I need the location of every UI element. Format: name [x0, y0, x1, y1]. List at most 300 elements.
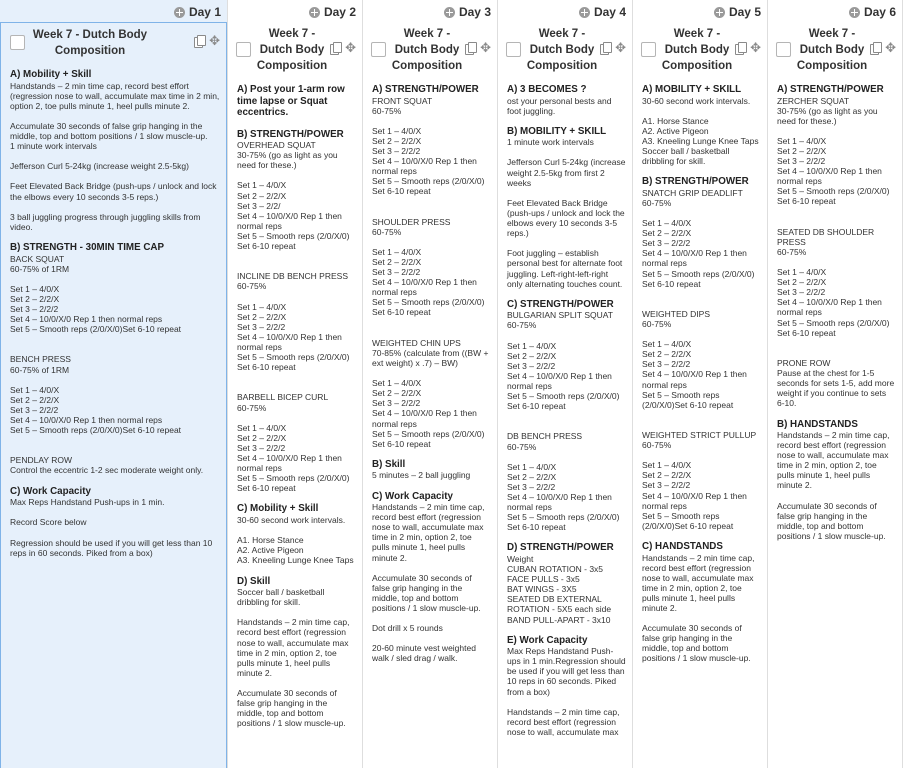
description-line: CUBAN ROTATION - 3x5: [507, 564, 604, 575]
description-line: 60-75% of 1RM: [10, 364, 70, 375]
description-line: [777, 257, 896, 267]
description-line: [237, 678, 356, 688]
description-line: [642, 289, 761, 299]
description-line: Handstands – 2 min time cap, record best effort (regression nose to wall, accumulate max time in 2 min, option 2, toe pulls minute 1, heel pulls minute 2.: [777, 430, 892, 491]
description-line: 60-75% of 1RM: [10, 263, 70, 274]
description-line: [237, 119, 356, 129]
copy-icon[interactable]: [735, 42, 746, 54]
description-line: 60-75%: [642, 197, 672, 208]
section-heading: E) Work Capacity: [507, 634, 588, 646]
description-line: Set 3 – 2/2/2: [10, 303, 59, 314]
copy-icon[interactable]: [465, 42, 476, 54]
description-line: Set 4 – 10/0/X/0 Rep 1 then normal reps: [507, 491, 615, 513]
description-line: PRONE ROW: [777, 357, 831, 368]
section-heading: A) MOBILITY + SKILL: [642, 84, 742, 95]
complete-checkbox[interactable]: [506, 42, 521, 57]
section-heading: A) Post your 1-arm row time lapse or Squat eccentrics.: [237, 84, 348, 118]
description-line: Set 1 – 4/0/X: [10, 384, 60, 395]
description-line: [507, 147, 626, 157]
description-line: A2. Active Pigeon: [237, 545, 304, 556]
description-line: Set 1 – 4/0/X: [372, 125, 422, 136]
description-line: Set 5 – Smooth reps (2/0/X/0): [777, 317, 890, 328]
workout-description: [10, 69, 220, 558]
add-workout-icon[interactable]: [174, 7, 185, 18]
description-line: Set 4 – 10/0/X/0 Rep 1 then normal reps: [237, 210, 345, 231]
description-line: [507, 188, 626, 198]
description-line: Accumulate 30 seconds of false grip hanging in the middle, top and bottom positions / 1 slow muscle-up.: [372, 572, 481, 613]
description-line: Set 5 – Smooth reps (2/0/X/0) Set 6-10 repeat: [372, 428, 487, 449]
description-line: Max Reps Handstand Push-ups in 1 min.: [10, 497, 165, 508]
description-line: SNATCH GRIP DEADLIFT: [642, 187, 743, 198]
description-line: Set 3 – 2/2/2: [507, 360, 556, 371]
description-line: Set 2 – 2/2/X: [372, 257, 422, 267]
description-line: [237, 170, 356, 180]
description-line: Set 6-10 repeat: [777, 196, 836, 207]
card-tools: [465, 42, 491, 54]
complete-checkbox[interactable]: [776, 42, 791, 57]
description-line: [507, 697, 626, 707]
card-tools: [870, 42, 896, 54]
description-line: [237, 251, 356, 261]
workout-description: [237, 84, 356, 728]
section-heading: C) HANDSTANDS: [642, 541, 723, 553]
description-line: INCLINE DB BENCH PRESS: [237, 271, 348, 282]
day-header: [174, 4, 221, 20]
description-line: Accumulate 30 seconds of false grip hanging in the middle, top and bottom positions / 1 slow muscle-up.: [642, 623, 751, 664]
day-column: [498, 0, 633, 768]
day-label: Day 1: [188, 5, 221, 19]
description-line: PENDLAY ROW: [10, 455, 73, 466]
description-line: Set 4 – 10/0/X/0 Rep 1 then normal reps: [507, 370, 615, 391]
description-line: Set 5 – Smooth reps (2/0/X/0) Set 6-10 repeat: [372, 176, 487, 197]
section-heading: A) STRENGTH/POWER: [777, 84, 884, 95]
description-line: 3 ball juggling progress through juggling skills from video.: [10, 211, 203, 232]
complete-checkbox[interactable]: [10, 35, 25, 50]
description-line: 60-75%: [507, 320, 537, 331]
description-line: Accumulate 30 seconds of false grip hanging in the middle, top and bottom positions / 1 slow muscle-up.: [777, 500, 886, 541]
workout-title[interactable]: Week 7 - Dutch Body Composition: [32, 29, 148, 57]
description-line: Handstands – 2 min time cap, record best effort (regression nose to wall, accumulate max time in 2 min, option 2, toe pulls minute 1, heel pulls minute 2.: [10, 80, 222, 111]
move-icon[interactable]: ✥: [885, 40, 896, 55]
description-line: Set 5 – Smooth reps (2/0/X/0) Set 6-10 repeat: [237, 473, 352, 494]
description-line: Accumulate 30 seconds of false grip hanging in the middle, top and bottom positions / 1 slow muscle-up.: [237, 687, 346, 729]
description-line: [507, 421, 626, 431]
day-label: Day 2: [323, 5, 356, 19]
description-line: [507, 330, 626, 340]
description-line: WEIGHTED DIPS: [642, 308, 711, 319]
description-line: SHOULDER PRESS: [372, 216, 451, 227]
description-line: [237, 261, 356, 271]
description-line: Set 5 – Smooth reps (2/0/X/0)Set 6-10 repeat: [642, 389, 734, 410]
day-column: [228, 0, 363, 768]
description-line: Set 1 – 4/0/X: [372, 378, 422, 389]
description-line: Set 5 – Smooth reps (2/0/X/0) Set 6-10 repeat: [237, 230, 352, 252]
description-line: [237, 372, 356, 382]
copy-icon[interactable]: [194, 35, 205, 47]
description-line: Set 5 – Smooth reps (2/0/X/0) Set 6-10 repeat: [237, 352, 352, 373]
add-workout-icon[interactable]: [579, 7, 590, 18]
description-line: [10, 527, 220, 537]
copy-icon[interactable]: [870, 42, 881, 54]
day-column: [768, 0, 903, 768]
description-line: Set 1 – 4/0/X: [642, 339, 692, 350]
day-column: [633, 0, 768, 768]
description-line: [777, 408, 896, 418]
description-line: [237, 292, 356, 302]
description-line: [10, 151, 220, 161]
description-line: 60-75%: [372, 105, 402, 116]
section-heading: C) Work Capacity: [372, 490, 453, 502]
description-line: 30-75% (go as light as you need for these.): [237, 150, 341, 171]
description-line: Set 1 – 4/0/X: [777, 267, 827, 278]
description-line: [642, 329, 761, 339]
description-line: 60-75%: [237, 281, 267, 292]
description-line: [10, 232, 220, 242]
description-line: Set 4 – 10/0/X/0 Rep 1 then normal reps: [642, 490, 750, 511]
description-line: Set 1 – 4/0/X: [237, 301, 287, 312]
description-line: Set 4 – 10/0/X/0 Rep 1 then normal reps: [372, 408, 480, 429]
card-tools: [330, 42, 356, 54]
workout-description: [372, 84, 491, 664]
day-label: Day 3: [458, 5, 491, 19]
description-line: Set 5 – Smooth reps (2/0/X/0): [777, 186, 890, 197]
description-line: Feet Elevated Back Bridge (push-ups / unlock and lock the elbows every 10 seconds 3-5 reps.): [10, 181, 219, 202]
description-line: Foot juggling – establish personal best for alternate foot juggling. Left-right-left-right only alternating touches count.: [507, 248, 625, 289]
workout-card[interactable]: [363, 22, 497, 768]
workout-card[interactable]: [0, 22, 227, 768]
section-heading: C) Work Capacity: [10, 485, 91, 497]
workout-description: [777, 84, 896, 541]
workout-card[interactable]: [768, 22, 902, 768]
description-line: 60-75%: [237, 402, 267, 413]
description-line: Soccer ball / basketball dribbling for skill.: [237, 587, 327, 608]
description-line: [642, 106, 761, 116]
description-line: BARBELL BICEP CURL: [237, 392, 329, 403]
description-line: [372, 368, 491, 378]
section-heading: C) STRENGTH/POWER: [507, 298, 614, 310]
description-line: [10, 274, 220, 284]
description-line: Set 4 – 10/0/X/0 Rep 1 then normal reps: [372, 277, 480, 298]
description-line: [237, 525, 356, 535]
description-line: DB BENCH PRESS: [507, 431, 583, 442]
description-line: 20-60 minute vest weighted walk / sled drag / walk.: [372, 643, 479, 664]
section-heading: B) HANDSTANDS: [777, 418, 858, 430]
description-line: A1. Horse Stance: [642, 115, 709, 126]
description-line: SEATED DB EXTERNAL ROTATION - 5X5 each side: [507, 594, 612, 615]
move-icon[interactable]: ✥: [615, 40, 626, 55]
description-line: Set 3 – 2/2/2: [372, 398, 421, 409]
description-line: [642, 531, 761, 541]
description-line: Set 3 – 2/2/2: [237, 321, 286, 332]
day-column: [0, 0, 228, 768]
section-heading: D) Skill: [237, 575, 271, 587]
description-line: [10, 375, 220, 385]
workout-card[interactable]: [498, 22, 632, 768]
description-line: Set 1 – 4/0/X: [642, 218, 692, 229]
description-line: Set 2 – 2/2/X: [777, 277, 827, 288]
description-line: Feet Elevated Back Bridge (push-ups / unlock and lock the elbows every 10 seconds 3-5 reps.): [507, 197, 628, 239]
description-line: WEIGHTED CHIN UPS: [372, 337, 461, 348]
section-heading: B) MOBILITY + SKILL: [507, 125, 607, 137]
workout-card[interactable]: [633, 22, 767, 768]
complete-checkbox[interactable]: [236, 42, 251, 57]
description-line: 60-75%: [372, 226, 402, 237]
description-line: Control the eccentric 1-2 sec moderate weight only.: [10, 465, 204, 476]
workout-description: [642, 84, 761, 664]
workout-title[interactable]: Week 7 - Dutch Body Composition: [661, 28, 733, 72]
description-line: [237, 382, 356, 392]
description-line: [237, 565, 356, 575]
description-line: [372, 449, 491, 459]
description-line: [507, 289, 626, 299]
description-line: Jefferson Curl 5-24kg (increase weight 2.5-5kg): [10, 161, 189, 172]
description-line: 60-75%: [777, 246, 807, 257]
description-line: Set 1 – 4/0/X: [10, 283, 60, 294]
description-line: Set 3 – 2/2/2: [372, 267, 421, 278]
complete-checkbox[interactable]: [371, 42, 386, 57]
description-line: Set 2 – 2/2/X: [237, 432, 287, 443]
description-line: BAT WINGS - 3X5: [507, 584, 577, 595]
description-line: 30-60 second work intervals.: [237, 514, 346, 525]
description-line: Dot drill x 5 rounds: [372, 623, 443, 634]
description-line: [372, 207, 491, 217]
description-line: [642, 299, 761, 309]
description-line: Record Score below: [10, 517, 87, 528]
description-line: Handstands – 2 min time cap, record best effort (regression nose to wall, accumulate max: [507, 706, 622, 737]
description-line: FRONT SQUAT: [372, 95, 433, 106]
description-line: [642, 208, 761, 218]
card-tools: [194, 35, 220, 47]
description-line: FACE PULLS - 3x5: [507, 574, 580, 585]
description-line: ost your personal bests and foot juggling.: [507, 95, 614, 116]
section-heading: A) STRENGTH/POWER: [372, 84, 479, 95]
description-line: A2. Active Pigeon: [642, 125, 709, 136]
description-line: 60-75%: [642, 440, 672, 451]
description-line: [372, 480, 491, 490]
description-line: [777, 491, 896, 501]
workout-card[interactable]: [228, 22, 362, 768]
move-icon[interactable]: ✥: [209, 33, 220, 48]
description-line: [372, 116, 491, 126]
description-line: [10, 435, 220, 445]
day-label: Day 6: [863, 5, 896, 19]
description-line: [372, 237, 491, 247]
description-line: Set 2 – 2/2/X: [372, 135, 422, 146]
description-line: Set 3 – 2/2/2: [507, 481, 556, 492]
description-line: Set 2 – 2/2/X: [642, 470, 692, 481]
description-line: [642, 410, 761, 420]
complete-checkbox[interactable]: [641, 42, 656, 57]
day-column: [363, 0, 498, 768]
description-line: [642, 420, 761, 430]
description-line: Set 5 – Smooth reps (2/0/X/0) Set 6-10 repeat: [642, 268, 757, 289]
description-line: Set 4 – 10/0/X/0 Rep 1 then normal reps: [10, 314, 163, 325]
description-line: Set 5 – Smooth reps (2/0/X/0) Set 6-10 repeat: [507, 391, 622, 412]
move-icon[interactable]: ✥: [480, 40, 491, 55]
workout-description: [507, 84, 626, 737]
day-label: Day 4: [593, 5, 626, 19]
description-line: Set 3 – 2/2/2: [642, 238, 691, 249]
description-line: [10, 202, 220, 212]
add-workout-icon[interactable]: [309, 7, 320, 18]
description-line: [507, 238, 626, 248]
description-line: [642, 613, 761, 623]
description-line: [777, 207, 896, 217]
description-line: [507, 625, 626, 635]
description-line: Soccer ball / basketball dribbling for skill.: [642, 145, 732, 167]
description-line: Set 5 – Smooth reps (2/0/X/0) Set 6-10 repeat: [372, 297, 487, 318]
description-line: Set 1 – 4/0/X: [237, 180, 287, 191]
description-line: [372, 196, 491, 206]
description-line: Weight: [507, 553, 534, 564]
description-line: Set 3 – 2/2/2: [372, 145, 421, 156]
description-line: Handstands – 2 min time cap, record best effort (regression nose to wall, accumulate max time in 2 min, option 2, toe pulls minute 1, heel pulls minute 2.: [237, 617, 352, 678]
section-heading: C) Mobility + Skill: [237, 503, 319, 515]
copy-icon[interactable]: [330, 42, 341, 54]
description-line: [10, 111, 220, 121]
description-line: Set 4 – 10/0/X/0 Rep 1 then normal reps: [372, 156, 480, 177]
description-line: Set 2 – 2/2/X: [10, 293, 60, 304]
description-line: Set 5 – Smooth reps (2/0/X/0)Set 6-10 repeat: [642, 510, 734, 531]
day-header: [579, 4, 626, 20]
description-line: 30-75% (go as light as you need for these.): [777, 105, 881, 126]
section-heading: A) 3 BECOMES ?: [507, 84, 587, 95]
description-line: Set 2 – 2/2/X: [507, 350, 557, 361]
description-line: A3. Kneeling Lunge Knee Taps: [642, 135, 759, 146]
description-line: [10, 507, 220, 517]
day-header: [714, 4, 761, 20]
card-tools: [600, 42, 626, 54]
description-line: [10, 171, 220, 181]
description-line: Set 3 – 2/2/: [237, 200, 281, 211]
add-workout-icon[interactable]: [714, 7, 725, 18]
description-line: Set 2 – 2/2/X: [642, 349, 692, 360]
description-line: Set 5 – Smooth reps (2/0/X/0)Set 6-10 repeat: [10, 425, 182, 436]
description-line: Set 4 – 10/0/X/0 Rep 1 then normal reps: [642, 369, 750, 390]
description-line: Set 4 – 10/0/X/0 Rep 1 then normal reps: [642, 248, 750, 269]
description-line: Regression should be used if you will get less than 10 reps in 60 seconds. Piked from a box): [10, 537, 215, 558]
description-line: 5 minutes – 2 ball juggling: [372, 470, 471, 481]
description-line: 60-75%: [507, 441, 537, 452]
section-heading: D) STRENGTH/POWER: [507, 542, 614, 554]
section-heading: B) STRENGTH/POWER: [642, 176, 749, 188]
description-line: [10, 344, 220, 354]
description-line: Set 1 – 4/0/X: [507, 340, 557, 351]
description-line: WEIGHTED STRICT PULLUP: [642, 430, 757, 440]
workout-title[interactable]: Week 7 - Dutch Body Composition: [526, 28, 598, 72]
description-line: [372, 328, 491, 338]
section-heading: B) STRENGTH - 30MIN TIME CAP: [10, 242, 165, 253]
description-line: Set 6-10 repeat: [777, 327, 836, 338]
description-line: [642, 166, 761, 176]
description-line: Set 5 – Smooth reps (2/0/X/0)Set 6-10 repeat: [10, 324, 182, 335]
description-line: Set 1 – 4/0/X: [642, 460, 692, 471]
section-heading: A) Mobility + Skill: [10, 69, 92, 80]
description-line: 30-60 second work intervals.: [642, 95, 751, 106]
description-line: Set 2 – 2/2/X: [237, 190, 287, 201]
description-line: Set 5 – Smooth reps (2/0/X/0) Set 6-10 repeat: [507, 512, 622, 533]
description-line: Set 4 – 10/0/X/0 Rep 1 then normal reps: [777, 297, 885, 318]
description-line: [642, 450, 761, 460]
workout-title[interactable]: Week 7 - Dutch Body Composition: [391, 28, 463, 72]
day-header: [444, 4, 491, 20]
description-line: 1 minute work intervals: [507, 137, 594, 148]
description-line: [507, 411, 626, 421]
description-line: Set 3 – 2/2/2: [10, 404, 59, 415]
description-line: BACK SQUAT: [10, 253, 65, 264]
description-line: [777, 126, 896, 136]
description-line: SEATED DB SHOULDER PRESS: [777, 226, 877, 247]
description-line: ZERCHER SQUAT: [777, 95, 850, 106]
description-line: [10, 445, 220, 455]
description-line: [372, 318, 491, 328]
description-line: Set 3 – 2/2/2: [777, 287, 826, 298]
workout-title[interactable]: Week 7 - Dutch Body Composition: [796, 28, 868, 72]
move-icon[interactable]: ✥: [345, 40, 356, 55]
description-line: [10, 334, 220, 344]
description-line: A1. Horse Stance: [237, 535, 304, 546]
description-line: Set 4 – 10/0/X/0 Rep 1 then normal reps: [237, 453, 345, 474]
description-line: Set 1 – 4/0/X: [372, 246, 422, 257]
description-line: [372, 563, 491, 573]
description-line: Set 3 – 2/2/2: [777, 156, 826, 167]
description-line: OVERHEAD SQUAT: [237, 140, 316, 151]
add-workout-icon[interactable]: [849, 7, 860, 18]
description-line: Set 1 – 4/0/X: [237, 422, 287, 433]
description-line: [507, 532, 626, 542]
description-line: Set 2 – 2/2/X: [507, 471, 557, 482]
description-line: BAND PULL-APART - 3x10: [507, 614, 611, 625]
description-line: 1 minute work intervals: [10, 141, 97, 152]
description-line: Set 4 – 10/0/X/0 Rep 1 then normal reps: [10, 415, 163, 425]
description-line: BULGARIAN SPLIT SQUAT: [507, 310, 613, 321]
day-header: [849, 4, 896, 20]
workout-title[interactable]: Week 7 - Dutch Body Composition: [256, 28, 328, 72]
description-line: [507, 452, 626, 462]
description-line: Set 1 – 4/0/X: [507, 461, 557, 472]
description-line: 70-85% (calculate from ((BW + ext weight) x .7) – BW): [372, 347, 491, 368]
description-line: [10, 476, 220, 486]
description-line: Set 2 – 2/2/X: [642, 228, 692, 239]
description-line: Set 3 – 2/2/2: [642, 480, 691, 491]
copy-icon[interactable]: [600, 42, 611, 54]
description-line: Set 2 – 2/2/X: [10, 394, 60, 405]
description-line: BENCH PRESS: [10, 354, 71, 365]
description-line: Max Reps Handstand Push-ups in 1 min.Regression should be used if you will get less than 10 reps in 60 seconds. Piked from a box): [507, 646, 628, 697]
description-line: Set 2 – 2/2/X: [372, 388, 422, 399]
description-line: 60-75%: [642, 318, 672, 329]
description-line: Set 4 – 10/0/X/0 Rep 1 then normal reps: [777, 166, 885, 187]
move-icon[interactable]: ✥: [750, 40, 761, 55]
day-header: [309, 4, 356, 20]
description-line: [507, 116, 626, 126]
description-line: [237, 493, 356, 503]
description-line: [777, 338, 896, 348]
description-line: Handstands – 2 min time cap, record best effort (regression nose to wall, accumulate max time in 2 min, option 2, toe pulls minute 1, heel pulls minute 2.: [372, 502, 487, 563]
description-line: Jefferson Curl 5-24kg (increase weight 2.5-5kg from first 2 weeks: [507, 157, 628, 188]
section-heading: B) STRENGTH/POWER: [237, 128, 344, 140]
add-workout-icon[interactable]: [444, 7, 455, 18]
description-line: [372, 633, 491, 643]
description-line: [777, 217, 896, 227]
description-line: Set 2 – 2/2/X: [237, 311, 287, 322]
description-line: [372, 613, 491, 623]
description-line: Set 1 – 4/0/X: [777, 135, 827, 146]
description-line: [237, 607, 356, 617]
description-line: [237, 413, 356, 423]
description-line: Handstands – 2 min time cap, record best effort (regression nose to wall, accumulate max time in 2 min, option 2, toe pulls minute 1, heel pulls minute 2.: [642, 552, 757, 613]
description-line: A3. Kneeling Lunge Knee Taps: [237, 555, 354, 566]
